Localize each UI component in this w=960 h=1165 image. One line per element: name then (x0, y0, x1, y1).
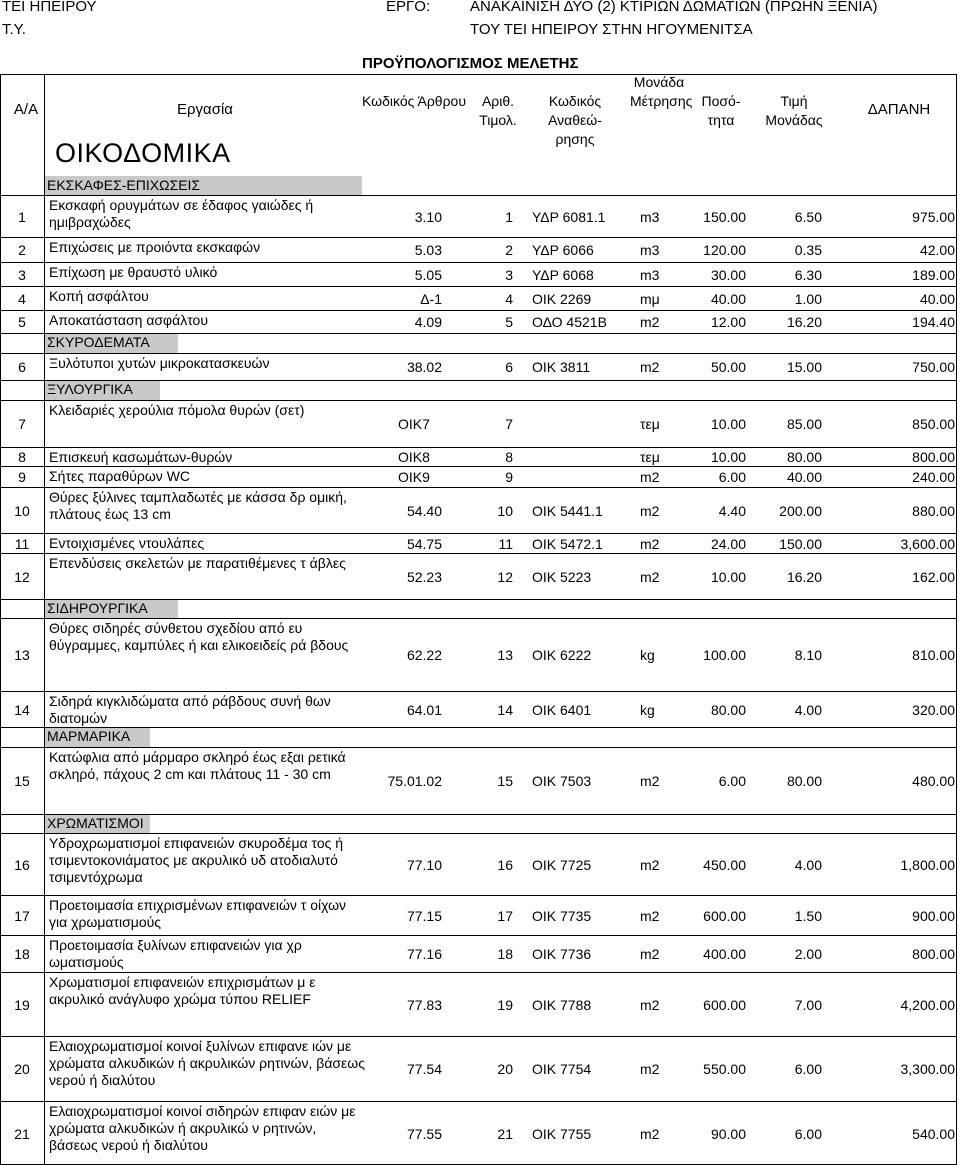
cell-desc: Ελαιοχρωματισμοί κοινοί σιδηρών επιφαν ειών με χρώματα αλκυδικών ή ακρυλικώ ν ρητινών, βάσεως νερού ή διαλύτου (49, 1103, 356, 1153)
cell-aa: 11 (14, 535, 30, 552)
cell-no: 7 (505, 416, 513, 432)
cell-unit: kg (640, 701, 655, 718)
table-row (0, 310, 957, 333)
cell-aa: 16 (14, 856, 30, 873)
cell-no: 19 (497, 996, 513, 1013)
cell-unit: m2 (640, 502, 660, 519)
cell-code: 62.22 (406, 647, 442, 663)
section-heading: ΣΙΔΗΡΟΥΡΓΙΚΑ (47, 600, 148, 616)
cell-aa: 1 (18, 208, 26, 225)
cell-aa: 3 (18, 266, 26, 283)
cell-no: 8 (505, 449, 513, 465)
cell-code: 54.75 (406, 535, 442, 552)
cell-aa: 2 (18, 242, 26, 258)
cell-aa: 6 (18, 359, 26, 375)
cell-aa: 21 (14, 1125, 30, 1142)
cell-aa: 12 (14, 568, 30, 585)
cell-no: 20 (497, 1061, 513, 1077)
cell-unit: kg (640, 647, 655, 663)
cell-desc: Ελαιοχρωματισμοί κοινοί ξυλίνων επιφανε ιών με χρώματα αλκυδικών ή ακρυλικών ρητινών, βάσεως νερού ή διαλύτου (49, 1038, 365, 1088)
cell-qty: 4.40 (718, 502, 746, 519)
cell-price: 150.00 (779, 535, 822, 552)
cell-cost: 40.00 (919, 290, 955, 307)
col-header-code-article: Κωδικός Άρθρου (362, 93, 466, 109)
cell-rev: ΥΔΡ 6068 (532, 266, 594, 283)
cell-unit: m2 (640, 568, 660, 585)
table-row (0, 447, 957, 466)
cell-code: 75.01.02 (387, 773, 442, 789)
cell-qty: 10.00 (710, 568, 746, 585)
cell-cost: 4,200.00 (900, 996, 955, 1013)
cell-cost: 3,300.00 (900, 1061, 955, 1077)
cell-qty: 120.00 (703, 242, 746, 258)
cell-qty: 90.00 (710, 1125, 746, 1142)
cell-unit: m3 (640, 208, 660, 225)
cell-qty: 6.00 (718, 773, 746, 789)
cell-qty: 12.00 (710, 314, 746, 330)
row-divider (0, 814, 957, 815)
cell-code: 77.55 (406, 1125, 442, 1142)
cell-desc: Θύρες σιδηρές σύνθετου σχεδίου από ευ θύγραμμες, καμπύλες ή και ελικοειδείς ρά βδους (49, 620, 349, 653)
cell-desc: Κλειδαριές χερούλια πόμολα θυρών (σετ) (49, 402, 305, 418)
cell-cost: 800.00 (912, 946, 955, 962)
cell-unit: m2 (640, 359, 660, 375)
cell-qty: 10.00 (710, 449, 746, 465)
cell-desc: Υδροχρωματισμοί επιφανειών σκυροδέμα τος ή τσιμεντοκονιάματος με ακρυλικό υδ ατοδιαλυτό τσιμεντόχρωμα (49, 835, 344, 885)
cell-desc: Προετοιμασία επιχρισμένων επιφανειών τ οίχων για χρωματισμούς (49, 897, 347, 930)
cell-price: 85.00 (786, 416, 822, 432)
cell-desc: Επιχώσεις με προιόντα εκσκαφών (49, 239, 261, 255)
cell-rev: ΟΔΟ 4521Β (532, 314, 607, 330)
cell-rev: ΟΙΚ 7754 (532, 1061, 592, 1077)
col-header-cost: ΔΑΠΑΝΗ (867, 101, 931, 118)
cell-desc: Κοπή ασφάλτου (49, 288, 149, 304)
row-divider (0, 333, 957, 334)
cell-aa: 15 (14, 773, 30, 789)
cell-code: 77.54 (406, 1061, 442, 1077)
col-header-article-no: Αριθ. Τιμολ. (479, 93, 517, 128)
cell-qty: 80.00 (710, 701, 746, 718)
cell-unit: m2 (640, 856, 660, 873)
cell-aa: 13 (14, 647, 30, 663)
cell-no: 11 (498, 535, 513, 552)
row-divider (0, 599, 957, 600)
cell-cost: 162.00 (912, 568, 955, 585)
col-header-quantity: Ποσό-τητα (701, 93, 741, 128)
cell-rev: ΥΔΡ 6081.1 (532, 208, 606, 225)
table-row (0, 400, 957, 447)
cell-rev: ΟΙΚ 5472.1 (532, 535, 603, 552)
table-row (0, 353, 957, 380)
table-row (0, 195, 957, 237)
cell-qty: 24.00 (710, 535, 746, 552)
cell-cost: 880.00 (912, 502, 955, 519)
cell-no: 21 (497, 1125, 513, 1142)
cell-desc: Κατώφλια από μάρμαρο σκληρό έως εξαι ρετικά σκληρό, πάχους 2 cm και πλάτους 11 - 30 cm (49, 749, 346, 782)
cell-code: 54.40 (406, 502, 442, 519)
table-row (0, 1036, 957, 1101)
org-name: ΤΕΙ ΗΠΕΙΡΟΥ (2, 0, 97, 15)
section-heading: ΜΑΡΜΑΡΙΚΑ (47, 728, 131, 744)
cell-no: 6 (505, 359, 513, 375)
cell-price: 15.00 (786, 359, 822, 375)
cell-no: 12 (497, 568, 513, 585)
cell-cost: 750.00 (912, 359, 955, 375)
cell-unit: mμ (640, 290, 660, 307)
cell-price: 1.00 (794, 290, 822, 307)
cell-code: Δ-1 (420, 290, 442, 307)
budget-title: ΠΡΟΫΠΟΛΟΓΙΣΜΟΣ ΜΕΛΕΤΗΣ (362, 55, 579, 72)
cell-rev: ΥΔΡ 6066 (532, 242, 594, 258)
cell-qty: 6.00 (718, 469, 746, 485)
cell-aa: 8 (18, 449, 26, 465)
cell-cost: 189.00 (912, 266, 955, 283)
cell-unit: τεμ (640, 416, 660, 432)
cell-cost: 850.00 (912, 416, 955, 432)
cell-price: 8.10 (794, 647, 822, 663)
cell-unit: m2 (640, 773, 660, 789)
cell-aa: 17 (14, 907, 30, 924)
cell-qty: 450.00 (703, 856, 746, 873)
cell-cost: 900.00 (912, 907, 955, 924)
cell-rev: ΟΙΚ 7503 (532, 773, 592, 789)
cell-code: 52.23 (406, 568, 442, 585)
cell-aa: 5 (18, 314, 26, 330)
cell-price: 6.00 (794, 1061, 822, 1077)
cell-unit: τεμ (640, 449, 660, 465)
cell-no: 17 (497, 907, 513, 924)
cell-cost: 240.00 (912, 469, 955, 485)
cell-rev: ΟΙΚ8 (398, 449, 430, 465)
cell-aa: 18 (14, 946, 30, 962)
col-header-aa: Α/Α (13, 101, 39, 118)
cell-cost: 42.00 (919, 242, 955, 258)
cell-desc: Σιδηρά κιγκλιδώματα από ράβδους συνή θων διατομών (49, 693, 331, 726)
cell-code: 77.10 (406, 856, 442, 873)
cell-qty: 550.00 (703, 1061, 746, 1077)
row-divider (0, 727, 957, 728)
cell-cost: 1,800.00 (900, 856, 955, 873)
cell-price: 7.00 (794, 996, 822, 1013)
cell-cost: 810.00 (912, 647, 955, 663)
cell-unit: m2 (640, 1125, 660, 1142)
cell-no: 2 (505, 242, 513, 258)
cell-desc: Θύρες ξύλινες ταμπλαδωτές με κάσσα δρ ομική, πλάτους έως 13 cm (49, 489, 347, 522)
cell-unit: m2 (640, 469, 660, 485)
cell-desc: Εκσκαφή ορυγμάτων σε έδαφος γαιώδες ή ημιβραχώδες (49, 197, 314, 230)
cell-price: 2.00 (794, 946, 822, 962)
cell-desc: Αποκατάσταση ασφάλτου (49, 312, 208, 328)
cell-rev: ΟΙΚ 3811 (532, 359, 591, 375)
table-row (0, 691, 957, 727)
cell-cost: 194.40 (912, 314, 955, 330)
table-row (0, 833, 957, 895)
cell-price: 80.00 (786, 773, 822, 789)
project-label: ΕΡΓΟ: (386, 0, 431, 15)
cell-no: 4 (505, 290, 513, 307)
cell-no: 3 (505, 266, 513, 283)
cell-rev: ΟΙΚ 7755 (532, 1125, 592, 1142)
cell-unit: m3 (640, 242, 660, 258)
cell-price: 200.00 (779, 502, 822, 519)
cell-desc: Ξυλότυποι χυτών μικροκατασκευών (49, 355, 270, 371)
cell-no: 1 (505, 208, 513, 225)
cell-aa: 4 (18, 290, 26, 307)
cell-no: 13 (497, 647, 513, 663)
project-title-line2: ΤΟΥ ΤΕΙ ΗΠΕΙΡΟΥ ΣΤΗΝ ΗΓΟΥΜΕΝΙΤΣΑ (470, 21, 753, 38)
cell-rev: ΟΙΚ 5223 (532, 568, 592, 585)
cell-no: 9 (505, 469, 513, 485)
cell-code: 38.02 (406, 359, 442, 375)
cell-qty: 30.00 (710, 266, 746, 283)
cell-qty: 40.00 (710, 290, 746, 307)
cell-cost: 3,600.00 (900, 535, 955, 552)
cell-cost: 320.00 (912, 701, 955, 718)
section-heading: ΕΚΣΚΑΦΕΣ-ΕΠΙΧΩΣΕΙΣ (47, 177, 201, 193)
cell-desc: Εντοιχισμένες ντουλάπες (49, 535, 205, 551)
cell-code: 3.10 (414, 208, 442, 225)
table-row (0, 747, 957, 814)
cell-rev: ΟΙΚ 7736 (532, 946, 592, 962)
cell-no: 5 (505, 314, 513, 330)
table-row (0, 618, 957, 691)
cell-aa: 20 (14, 1061, 30, 1077)
table-row (0, 487, 957, 533)
cell-price: 1.50 (794, 907, 822, 924)
cell-cost: 975.00 (912, 208, 955, 225)
cell-desc: Προετοιμασία ξυλίνων επιφανειών για χρ ωματισμούς (49, 937, 302, 970)
cell-rev: ΟΙΚ7 (398, 416, 430, 432)
cell-unit: m2 (640, 996, 660, 1013)
cell-qty: 600.00 (703, 907, 746, 924)
cell-cost: 480.00 (912, 773, 955, 789)
cell-rev: ΟΙΚ 2269 (532, 290, 592, 307)
section-heading: ΧΡΩΜΑΤΙΣΜΟΙ (47, 815, 144, 831)
cell-qty: 50.00 (710, 359, 746, 375)
cell-qty: 100.00 (703, 647, 746, 663)
row-divider (0, 380, 957, 381)
cell-unit: m2 (640, 535, 660, 552)
cell-desc: Σήτες παραθύρων WC (49, 468, 191, 484)
cell-unit: m2 (640, 946, 660, 962)
cell-qty: 10.00 (710, 416, 746, 432)
table-row (0, 262, 957, 286)
org-department: Τ.Υ. (2, 21, 26, 38)
col-header-unit-price: Τιμή Μονάδας (765, 93, 823, 128)
table-row (0, 972, 957, 1036)
cell-qty: 150.00 (703, 208, 746, 225)
cell-no: 10 (497, 502, 513, 519)
cell-qty: 600.00 (703, 996, 746, 1013)
cell-no: 18 (497, 946, 513, 962)
project-title-line1: ΑΝΑΚΑΙΝΙΣΗ ΔΥΟ (2) ΚΤΙΡΙΩΝ ΔΩΜΑΤΙΩΝ (ΠΡΩΗΝ ΞΕΝΙΑ) (470, 0, 878, 15)
cell-cost: 800.00 (912, 449, 955, 465)
cell-aa: 10 (14, 502, 30, 519)
cell-rev: ΟΙΚ 7788 (532, 996, 592, 1013)
cell-code: 64.01 (406, 701, 442, 718)
cell-cost: 540.00 (912, 1125, 955, 1142)
cell-price: 0.35 (794, 242, 822, 258)
cell-desc: Επίχωση με θραυστό υλικό (49, 264, 218, 280)
cell-unit: m2 (640, 314, 660, 330)
table-row (0, 533, 957, 553)
cell-aa: 7 (18, 416, 26, 432)
table-row (0, 286, 957, 310)
cell-rev: ΟΙΚ9 (398, 469, 430, 485)
cell-price: 16.20 (786, 314, 822, 330)
cell-qty: 400.00 (703, 946, 746, 962)
main-title: ΟΙΚΟΔΟΜΙΚΑ (55, 138, 231, 168)
cell-price: 40.00 (786, 469, 822, 485)
cell-code: 5.03 (414, 242, 442, 258)
cell-unit: m2 (640, 907, 660, 924)
table-row (0, 935, 957, 972)
row-divider (0, 74, 957, 75)
section-heading: ΞΥΛΟΥΡΓΙΚΑ (47, 381, 133, 397)
col-header-revision-code: Κωδικός Αναθεώ-ρησης (548, 93, 602, 147)
cell-code: 77.16 (406, 946, 442, 962)
cell-unit: m2 (640, 1061, 660, 1077)
cell-desc: Χρωματισμοί επιφανειών επιχρισμάτων μ ε ακρυλικό ανάγλυφο χρώμα τύπου RELIEF (49, 974, 316, 1007)
cell-price: 6.00 (794, 1125, 822, 1142)
section-heading: ΣΚΥΡΟΔΕΜΑΤΑ (47, 334, 150, 350)
table-row (0, 553, 957, 599)
cell-code: 77.15 (406, 907, 442, 924)
cell-rev: ΟΙΚ 6401 (532, 701, 592, 718)
cell-aa: 14 (14, 701, 30, 718)
cell-desc: Επενδύσεις σκελετών με παρατιθέμενες τ άβλες (49, 555, 346, 571)
cell-price: 6.50 (794, 208, 822, 225)
cell-rev: ΟΙΚ 5441.1 (532, 502, 603, 519)
cell-price: 16.20 (786, 568, 822, 585)
cell-aa: 19 (14, 996, 30, 1013)
cell-code: 4.09 (414, 314, 442, 330)
cell-no: 15 (497, 773, 513, 789)
cell-no: 14 (497, 701, 513, 718)
col-header-work: Εργασία (177, 101, 233, 118)
table-row (0, 466, 957, 487)
cell-price: 6.30 (794, 266, 822, 283)
cell-rev: ΟΙΚ 6222 (532, 647, 592, 663)
cell-aa: 9 (18, 469, 26, 485)
cell-price: 80.00 (786, 449, 822, 465)
table-row (0, 1101, 957, 1165)
cell-code: 5.05 (414, 266, 442, 283)
cell-price: 4.00 (794, 701, 822, 718)
cell-rev: ΟΙΚ 7725 (532, 856, 592, 873)
table-row (0, 237, 957, 262)
table-row (0, 895, 957, 935)
col-header-unit: Μονάδα Μέτρησης (630, 74, 693, 109)
cell-rev: ΟΙΚ 7735 (532, 907, 592, 924)
cell-no: 16 (497, 856, 513, 873)
cell-price: 4.00 (794, 856, 822, 873)
cell-desc: Επισκευή κασωμάτων-θυρών (49, 449, 233, 465)
cell-unit: m3 (640, 266, 660, 283)
cell-code: 77.83 (406, 996, 442, 1013)
